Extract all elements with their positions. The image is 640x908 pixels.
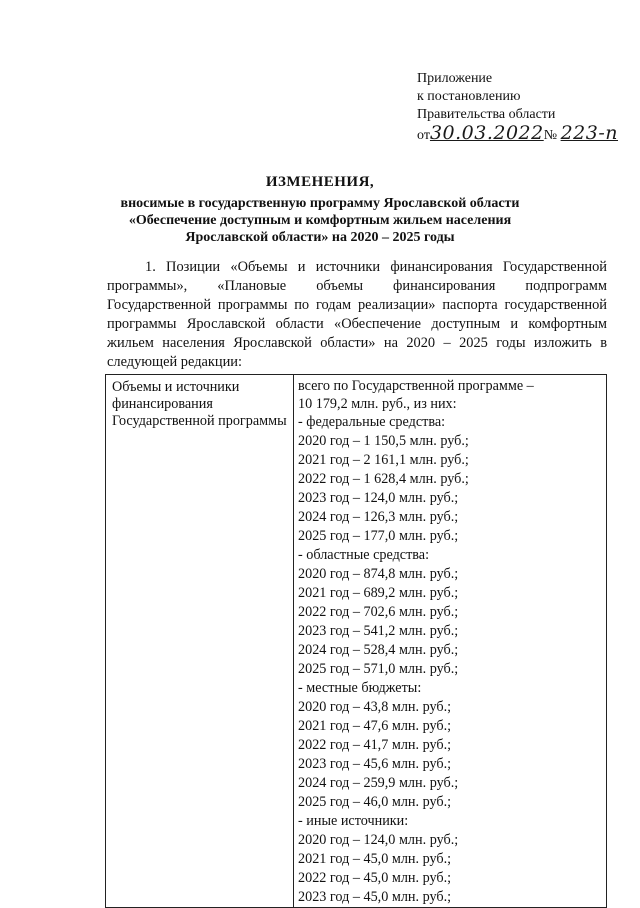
funding-values-list: [298, 377, 602, 907]
body-paragraph: [107, 258, 607, 372]
list-item: 2024 год – 259,9 млн. руб.;: [298, 775, 459, 791]
list-item: 2020 год – 124,0 млн. руб.;: [298, 832, 459, 848]
list-item: 2022 год – 1 628,4 млн. руб.;: [298, 471, 469, 487]
list-item: 2025 год – 46,0 млн. руб.;: [298, 794, 452, 810]
appendix-line-2: к постановлению: [417, 89, 521, 104]
handwritten-date: 30.03.2022: [429, 122, 544, 144]
date-prefix: от: [417, 128, 430, 143]
list-item: всего по Государственной программе –: [298, 378, 534, 394]
list-item: 2023 год – 541,2 млн. руб.;: [298, 623, 459, 639]
appendix-line-1: Приложение: [417, 71, 493, 86]
list-item: 2022 год – 45,0 млн. руб.;: [298, 870, 452, 886]
list-item: 2020 год – 43,8 млн. руб.;: [298, 699, 452, 715]
funding-values-cell: [294, 375, 607, 908]
table-row: [106, 375, 607, 908]
subtitle-line-3: Ярославской области» на 2020 – 2025 годы: [185, 230, 455, 245]
list-item: 2022 год – 41,7 млн. руб.;: [298, 737, 452, 753]
list-item: 2024 год – 126,3 млн. руб.;: [298, 509, 459, 525]
list-item: 2023 год – 45,6 млн. руб.;: [298, 756, 452, 772]
list-item: 2023 год – 124,0 млн. руб.;: [298, 490, 459, 506]
handwritten-number: 223-п: [560, 122, 619, 144]
list-item: 2021 год – 2 161,1 млн. руб.;: [298, 452, 469, 468]
document-title: ИЗМЕНЕНИЯ,: [265, 174, 375, 190]
subtitle-line-1: вносимые в государственную программу Ярославской области: [120, 196, 520, 211]
date-number-line: [417, 124, 618, 144]
list-item: - областные средства:: [298, 547, 430, 563]
paragraph-text: 1. Позиции «Объемы и источники финансирования Государственной программы», «Плановые объемы финансирования подпрограмм Государственной программы по годам реализации» паспорта государственной программы Ярославской области «Обеспечение доступным и комфортным жильем населения Ярославской области» на 2020 – 2025 годы изложить в следующей редакции:: [107, 259, 607, 370]
list-item: - местные бюджеты:: [298, 680, 422, 696]
funding-table: [105, 374, 607, 908]
list-item: 2024 год – 528,4 млн. руб.;: [298, 642, 459, 658]
list-item: 2021 год – 47,6 млн. руб.;: [298, 718, 452, 734]
document-subtitle: [100, 195, 540, 246]
subtitle-line-2: «Обеспечение доступным и комфортным жильем населения: [128, 213, 512, 228]
number-prefix: №: [543, 128, 558, 143]
list-item: - иные источники:: [298, 813, 409, 829]
list-item: - федеральные средства:: [298, 414, 446, 430]
list-item: 2020 год – 874,8 млн. руб.;: [298, 566, 459, 582]
list-item: 10 179,2 млн. руб., из них:: [298, 396, 457, 412]
funding-label-cell: Объемы и источники финансирования Государственной программы: [106, 375, 294, 908]
list-item: 2020 год – 1 150,5 млн. руб.;: [298, 433, 469, 449]
appendix-line-3: Правительства области: [417, 107, 556, 122]
appendix-block: [417, 70, 618, 144]
list-item: 2022 год – 702,6 млн. руб.;: [298, 604, 459, 620]
list-item: 2025 год – 571,0 млн. руб.;: [298, 661, 459, 677]
list-item: 2021 год – 689,2 млн. руб.;: [298, 585, 459, 601]
list-item: 2021 год – 45,0 млн. руб.;: [298, 851, 452, 867]
list-item: 2025 год – 177,0 млн. руб.;: [298, 528, 459, 544]
list-item: 2023 год – 45,0 млн. руб.;: [298, 889, 452, 905]
